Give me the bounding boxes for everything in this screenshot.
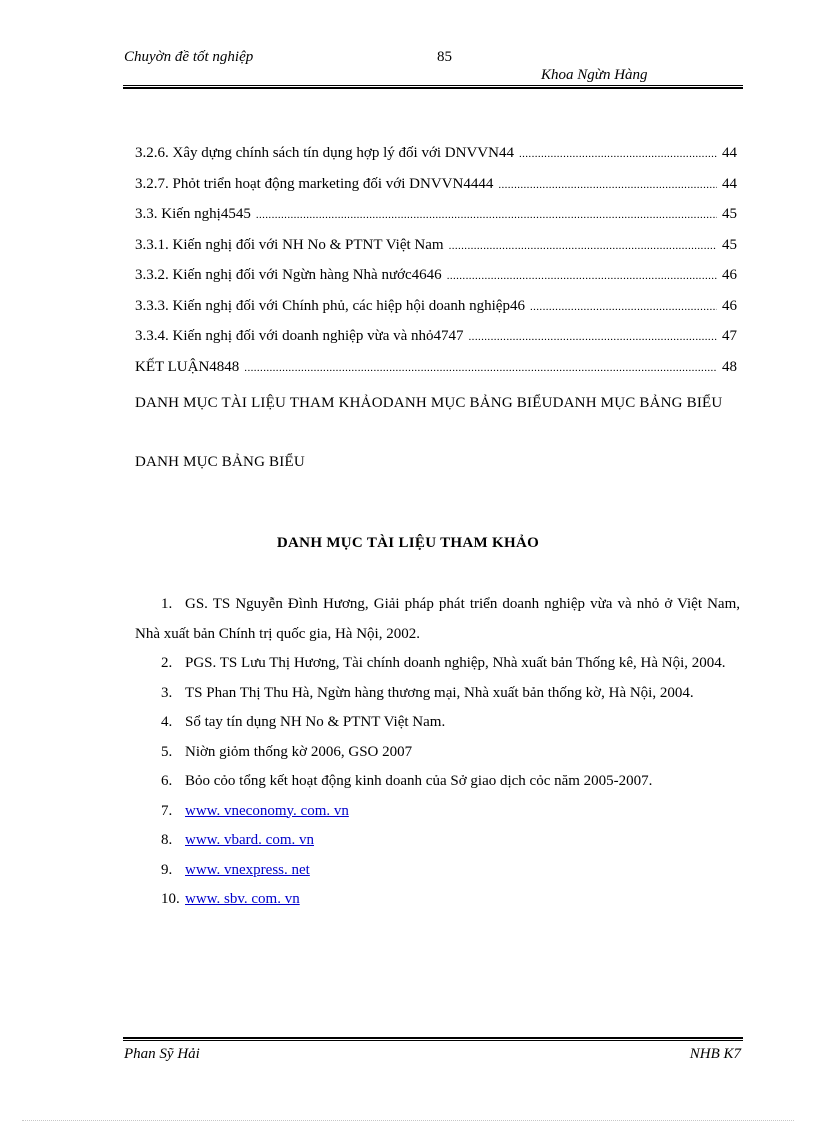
table-of-contents (135, 141, 737, 475)
footer-class: NHB K7 (689, 1046, 741, 1062)
toc-leader-dots (447, 270, 717, 282)
reference-item (135, 826, 740, 856)
reference-link-vbard[interactable]: www. vbard. com. vn (185, 832, 315, 848)
toc-label: 3.3.1. Kiến nghị đối với NH No & PTNT Việt Nam (135, 236, 444, 253)
toc-page-number: 45 (722, 236, 737, 253)
toc-row (135, 324, 737, 355)
toc-leader-dots (519, 148, 717, 160)
toc-label: 3.2.7. Phỏt triển hoạt động marketing đối với DNVVN4444 (135, 175, 494, 192)
reference-text: TS Phan Thị Thu Hà, Ngừn hàng thương mại, Nhà xuất bản thống kờ, Hà Nội, 2004. (185, 684, 694, 701)
toc-heading-line: DANH MỤC BẢNG BIỂU (135, 454, 305, 470)
reference-item (135, 885, 740, 915)
reference-text: Sổ tay tín dụng NH No & PTNT Việt Nam. (185, 714, 446, 730)
toc-leader-dots (530, 301, 717, 313)
toc-page-number: 46 (722, 297, 737, 314)
header-document-title: Chuyờn đề tốt nghiệp (124, 49, 254, 65)
reference-text: Bỏo cỏo tổng kết hoạt động kinh doanh của Sở giao dịch cỏc năm 2005-2007. (185, 773, 653, 789)
footer-author: Phan Sỹ Hải (124, 1046, 200, 1062)
reference-number: 3. (161, 684, 173, 701)
reference-link-sbv[interactable]: www. sbv. com. vn (185, 891, 300, 907)
reference-item (135, 797, 740, 827)
toc-row (135, 263, 737, 294)
reference-number: 10. (161, 891, 180, 907)
toc-page-number: 44 (722, 145, 737, 161)
page-edge-divider (22, 1120, 794, 1121)
header-faculty: Khoa Ngừn Hàng (541, 67, 648, 83)
toc-label: 3.3.2. Kiến nghị đối với Ngừn hàng Nhà nước4646 (135, 267, 442, 283)
reference-link-vnexpress[interactable]: www. vnexpress. net (185, 861, 310, 878)
toc-label: 3.3. Kiến nghị4545 (135, 206, 251, 222)
toc-label: 3.3.3. Kiến nghị đối với Chính phủ, các hiệp hội doanh nghiệp46 (135, 297, 525, 314)
toc-leader-dots (244, 362, 717, 374)
reference-number: 9. (161, 861, 173, 878)
reference-number: 5. (161, 743, 173, 760)
toc-label: 3.2.6. Xây dựng chính sách tín dụng hợp lý đối với DNVVN44 (135, 145, 514, 161)
reference-number: 7. (161, 802, 173, 819)
toc-row (135, 233, 737, 264)
reference-text: Niờn giỏm thống kờ 2006, GSO 2007 (185, 743, 413, 760)
toc-row (135, 172, 737, 203)
toc-row (135, 444, 737, 475)
reference-number: 6. (161, 773, 173, 789)
header-rule (123, 85, 743, 89)
reference-item (135, 856, 740, 886)
toc-page-number: 47 (722, 328, 737, 344)
toc-leader-dots (498, 179, 717, 191)
reference-link-vneconomy[interactable]: www. vneconomy. com. vn (185, 802, 349, 819)
toc-row (135, 385, 737, 444)
toc-row (135, 355, 737, 386)
references-title: DANH MỤC TÀI LIỆU THAM KHẢO (276, 535, 540, 551)
reference-item (135, 767, 740, 797)
reference-text: GS. TS Nguyễn Đình Hương, Giải pháp phát triển doanh nghiệp vừa và nhỏ ở Việt Nam, Nhà xuất bản Chính trị quốc gia, Hà Nội, 2002. (135, 596, 740, 642)
reference-list (135, 590, 740, 915)
toc-heading-line: DANH MỤC TÀI LIỆU THAM KHẢODANH MỤC BẢNG BIỂUDANH MỤC BẢNG BIỂU (135, 395, 723, 411)
toc-page-number: 46 (722, 267, 737, 283)
toc-row (135, 294, 737, 325)
toc-page-number: 44 (722, 175, 737, 192)
toc-page-number: 45 (722, 206, 737, 222)
page-number: 85 (437, 49, 452, 65)
toc-label: KẾT LUẬN4848 (135, 358, 240, 375)
reference-text: PGS. TS Lưu Thị Hương, Tài chính doanh nghiệp, Nhà xuất bản Thống kê, Hà Nội, 2004. (185, 655, 726, 671)
toc-leader-dots (469, 331, 717, 343)
reference-item (135, 649, 740, 679)
toc-row (135, 141, 737, 172)
toc-page-number: 48 (722, 358, 737, 375)
reference-number: 8. (161, 832, 173, 848)
reference-item (135, 738, 740, 768)
reference-number: 1. (161, 596, 173, 612)
toc-leader-dots (256, 209, 717, 221)
toc-leader-dots (449, 240, 717, 252)
reference-item (135, 590, 740, 649)
reference-number: 2. (161, 655, 173, 671)
toc-row (135, 202, 737, 233)
reference-item (135, 679, 740, 709)
reference-item (135, 708, 740, 738)
toc-label: 3.3.4. Kiến nghị đối với doanh nghiệp vừa và nhỏ4747 (135, 328, 464, 344)
reference-number: 4. (161, 714, 173, 730)
footer-rule (123, 1037, 743, 1041)
